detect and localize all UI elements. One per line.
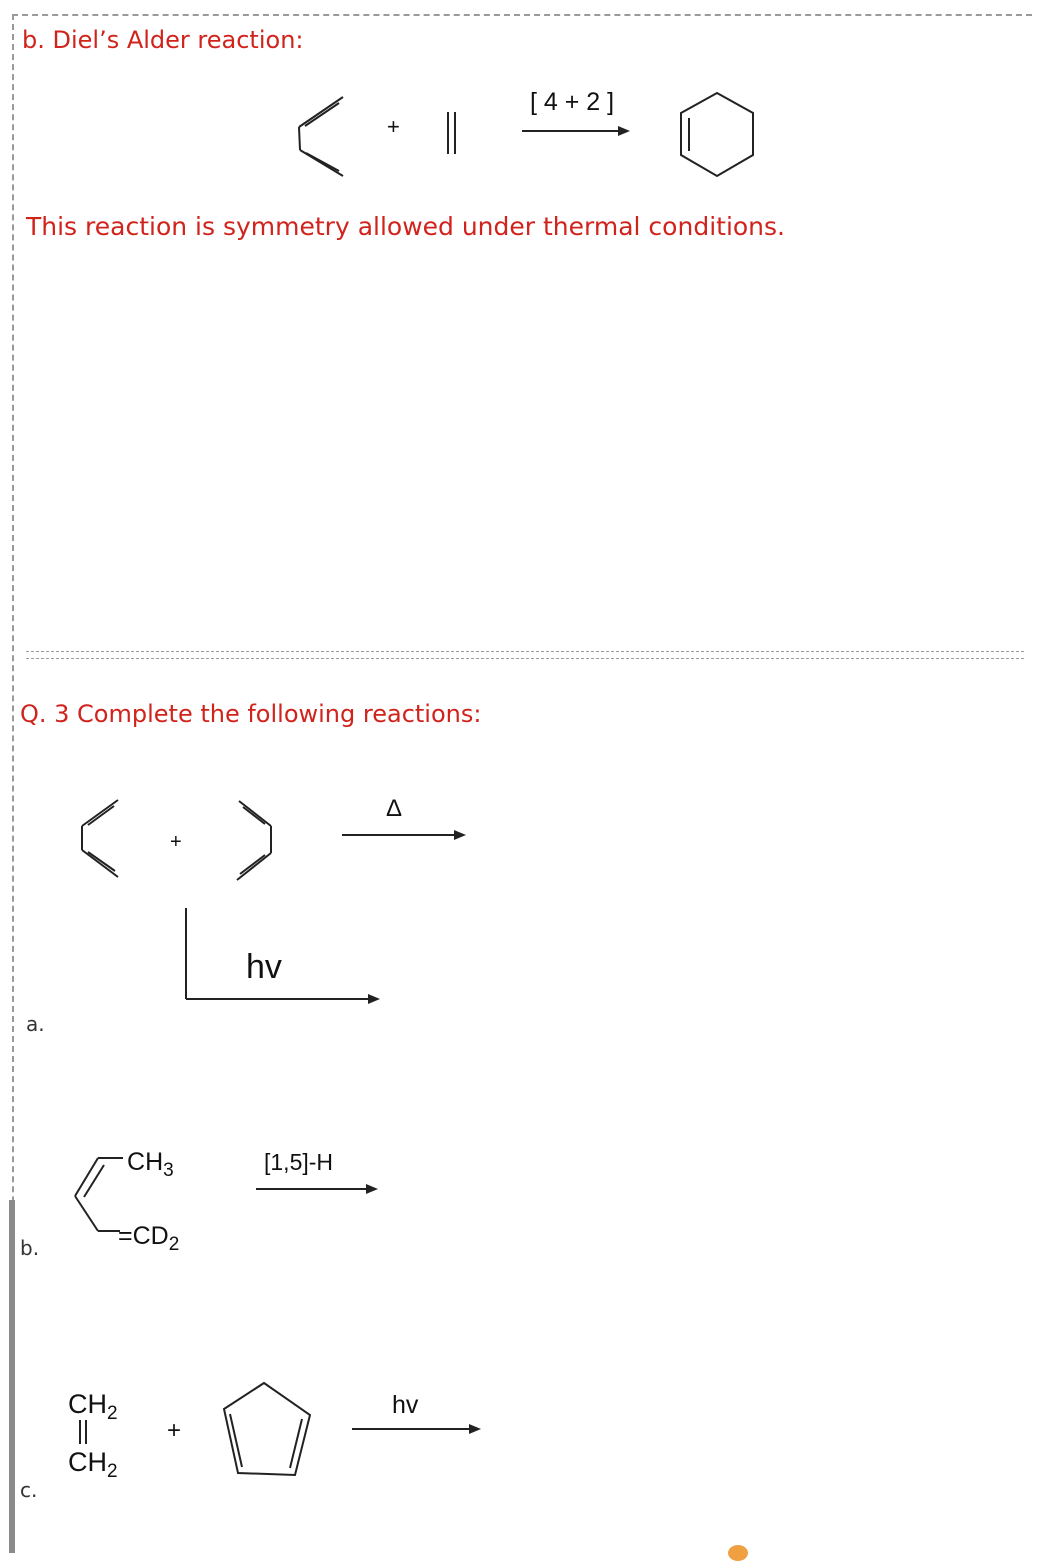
- diene-right-structure: [237, 801, 271, 880]
- thermal-label: Δ: [386, 795, 403, 822]
- photochemical-label-c: hv: [392, 1391, 419, 1419]
- ethylene-bond: [80, 1420, 86, 1444]
- diene-left-structure: [82, 800, 118, 877]
- photochemical-arrow: [186, 908, 380, 1004]
- section-b-heading: b. Diel’s Alder reaction:: [22, 26, 304, 54]
- plus-sign-c: +: [167, 1417, 182, 1444]
- ch2-bottom-label: $CH_2$: [68, 1447, 118, 1482]
- item-label-b: b.: [20, 1236, 40, 1260]
- photochemical-arrow-c: [352, 1424, 481, 1434]
- symmetry-note: This reaction is symmetry allowed under thermal conditions.: [26, 212, 785, 241]
- item-label-a: a.: [26, 1012, 45, 1036]
- question-3-heading: Q. 3 Complete the following reactions:: [20, 700, 482, 728]
- sigmatropic-arrow: [256, 1184, 378, 1194]
- methyl-group-label: $CH_3$: [127, 1148, 174, 1181]
- ch2-top-label: $CH_2$: [68, 1389, 118, 1424]
- photochemical-label-a: hv: [246, 948, 282, 986]
- cyclopentadiene-structure: [224, 1383, 310, 1475]
- shift-label: [1,5]-H: [264, 1149, 334, 1175]
- plus-sign: +: [387, 114, 400, 139]
- arrow-label: [ 4 + 2 ]: [530, 88, 615, 116]
- orange-marker: [728, 1545, 748, 1561]
- dideuteromethylene-label: $=CD_2$: [118, 1222, 180, 1255]
- item-label-c: c.: [20, 1478, 38, 1502]
- plus-sign-a: +: [170, 831, 182, 853]
- thermal-arrow: [342, 830, 466, 840]
- pentadiene-structure: [75, 1158, 123, 1231]
